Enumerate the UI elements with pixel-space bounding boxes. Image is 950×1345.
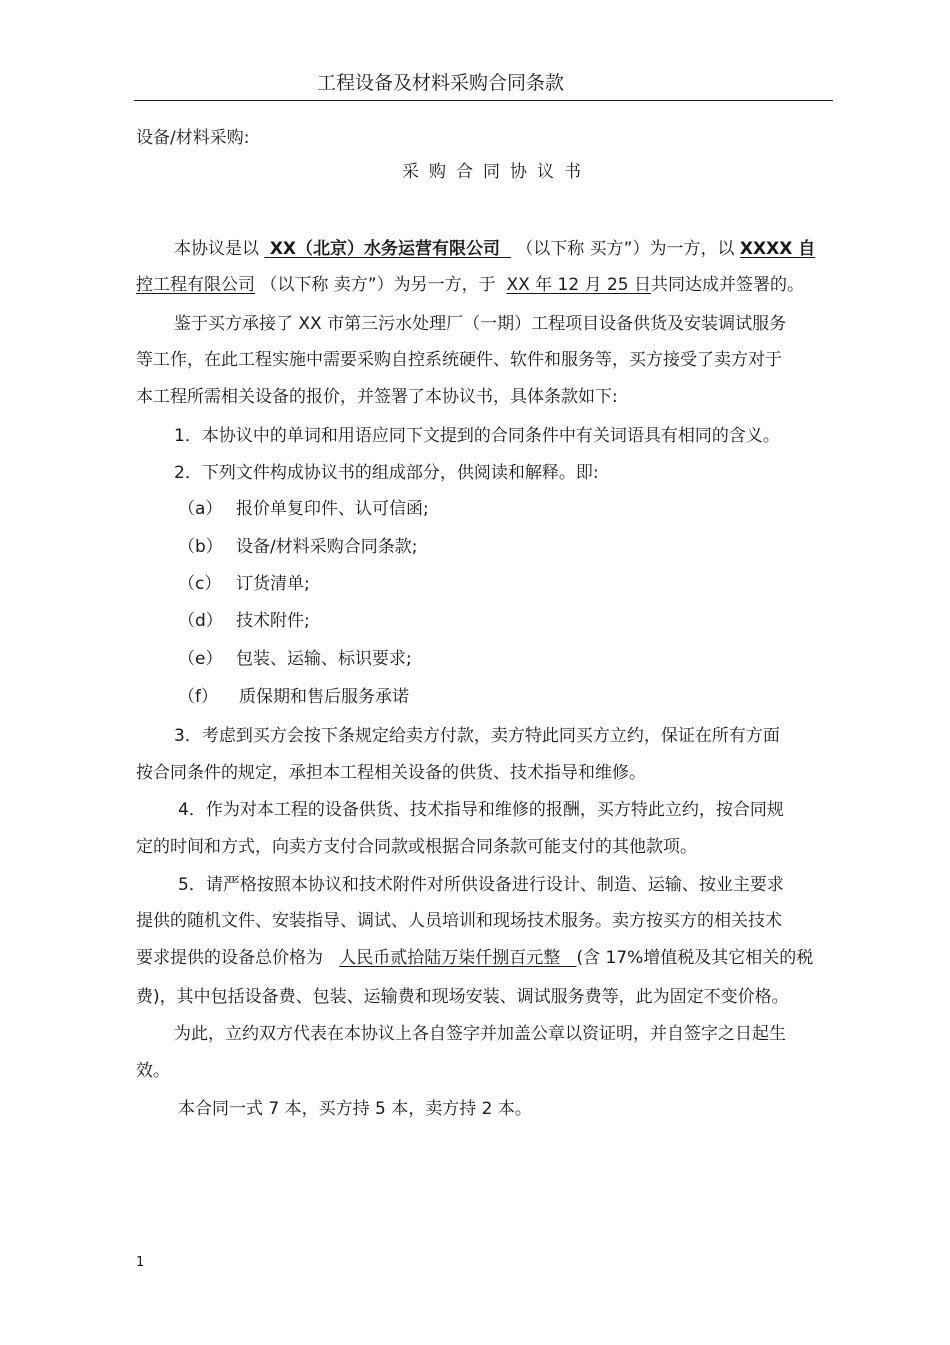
document-item	[178, 498, 429, 520]
copies-statement: 本合同一式 7 本，买方持 5 本，卖方持 2 本。	[178, 1099, 532, 1119]
clause-4-line: 定的时间和方式，向卖方支付合同款或根据合同条款可能支付的其他款项。	[136, 837, 697, 857]
document-item	[178, 573, 310, 595]
intro-text: （以下称 买方”）为一方，以	[516, 239, 735, 259]
intro-line-1	[174, 238, 815, 260]
clause-text: 要求提供的设备总价格为	[136, 948, 323, 968]
document-item	[178, 648, 412, 670]
intro-text: 本协议是以	[174, 239, 259, 259]
document-item-text: 包装、运输、标识要求;	[236, 649, 412, 669]
document-item-text: 设备/材料采购合同条款;	[236, 537, 418, 557]
document-item	[178, 686, 409, 708]
clause-4-line: 4．作为对本工程的设备供货、技术指导和维修的报酬，买方特此立约，按合同规	[178, 800, 784, 820]
document-item-mark: （d）	[178, 611, 223, 631]
clause-3-line: 3．考虑到买方会按下条规定给卖方付款，卖方特此同买方立约，保证在所有方面	[174, 726, 780, 746]
agreement-title: 采购合同协议书	[402, 162, 591, 182]
clause-1: 1．本协议中的单词和用语应同下文提到的合同条件中有关词语具有相同的含义。	[174, 426, 780, 446]
witness-line: 效。	[136, 1061, 170, 1081]
total-price: 人民币贰拾陆万柒仟捌百元整	[339, 948, 561, 968]
document-item-text: 订货清单;	[236, 574, 310, 594]
document-item	[178, 610, 310, 632]
document-item-mark: （a）	[178, 499, 223, 519]
clause-5-line: 费)，其中包括设备费、包装、运输费和现场安装、调试服务费等，此为固定不变价格。	[136, 987, 789, 1007]
document-item-mark: （f）	[178, 687, 218, 707]
document-item-text: 质保期和售后服务承诺	[239, 687, 409, 707]
page-header-title: 工程设备及材料采购合同条款	[317, 72, 565, 94]
witness-line: 为此，立约双方代表在本协议上各自签字并加盖公章以资证明，并自签字之日起生	[174, 1024, 786, 1044]
preamble-line: 等工作，在此工程实施中需要采购自控系统硬件、软件和服务等，买方接受了卖方对于	[136, 350, 782, 370]
clause-2: 2．下列文件构成协议书的组成部分，供阅读和解释。即:	[174, 463, 599, 483]
document-item-text: 技术附件;	[236, 611, 310, 631]
clause-5-line: 提供的随机文件、安装指导、调试、人员培训和现场技术服务。卖方按买方的相关技术	[136, 911, 782, 931]
clause-text: (含 17%增值税及其它相关的税	[576, 948, 814, 968]
clause-5-line	[136, 947, 813, 969]
intro-text: （以下称 卖方”）为另一方，于	[260, 275, 496, 295]
sign-date: XX 年 12 月 25 日	[506, 275, 652, 295]
preamble-line: 本工程所需相关设备的报价，并签署了本协议书，具体条款如下:	[136, 387, 618, 407]
clause-5-line: 5．请严格按照本协议和技术附件对所供设备进行设计、制造、运输、按业主要求	[178, 875, 784, 895]
page-number: 1	[136, 1255, 145, 1270]
document-item-text: 报价单复印件、认可信函;	[236, 499, 429, 519]
header-divider	[134, 100, 833, 101]
section-label: 设备/材料采购:	[136, 128, 250, 148]
seller-name: XXXX 自	[739, 239, 816, 259]
buyer-name: XX（北京）水务运营有限公司	[269, 239, 501, 259]
intro-text: 共同达成并签署的。	[651, 275, 805, 295]
preamble-line: 鉴于买方承接了 XX 市第三污水处理厂（一期）工程项目设备供货及安装调试服务	[174, 314, 787, 334]
document-item	[178, 536, 417, 558]
clause-3-line: 按合同条件的规定，承担本工程相关设备的供货、技术指导和维修。	[136, 763, 646, 783]
seller-name-continued: 控工程有限公司	[136, 275, 255, 295]
intro-line-2	[136, 274, 804, 296]
document-item-mark: （c）	[178, 574, 222, 594]
document-item-mark: （e）	[178, 649, 223, 669]
document-item-mark: （b）	[178, 537, 223, 557]
